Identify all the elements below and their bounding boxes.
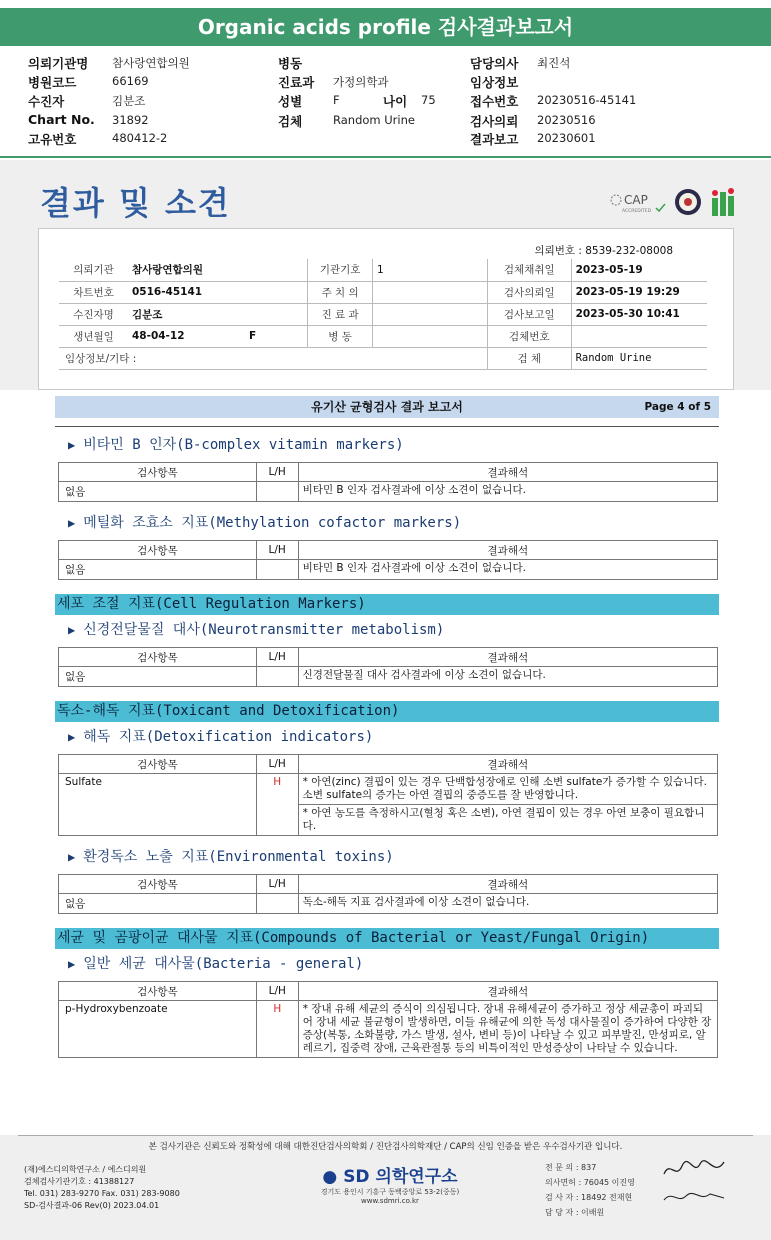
sd-logo: ● SD 의학연구소 <box>322 1167 458 1187</box>
info-value: 최진석 <box>537 56 571 70</box>
footer-logo-block <box>300 1162 480 1205</box>
subsection-heading <box>68 512 461 532</box>
patient-detail-v1b <box>245 303 308 325</box>
result-table <box>58 647 718 687</box>
patient-detail-k3: 검사보고일 <box>487 303 571 325</box>
lh-flag <box>256 482 298 502</box>
footer-doc-rev: SD-검사결과-06 Rev(0) 2023.04.01 <box>24 1201 160 1210</box>
info-value: 가정의학과 <box>333 75 389 89</box>
info-label: 진료과 <box>278 75 315 90</box>
footer-note: 본 검사기관은 신뢰도와 정확성에 대해 대한진단검사의학회 / 진단검사의학재단 / CAP의 신임 인증을 받은 우수검사기관 입니다. <box>148 1142 623 1152</box>
test-item: Sulfate <box>59 774 257 836</box>
test-item: 없음 <box>59 560 257 580</box>
interpretation-line: * 아연 농도를 측정하시고(혈청 혹은 소변), 아연 결핍이 있는 경우 아연 보충이 필요합니다. <box>302 807 705 832</box>
column-header: 결과해석 <box>298 875 717 894</box>
column-header: L/H <box>256 541 298 560</box>
category-band: 세균 및 곰팡이균 대사물 지표(Compounds of Bacterial or Yeast/Fungal Origin) <box>55 928 719 949</box>
column-header: 결과해석 <box>298 982 717 1001</box>
patient-detail-k3: 검사의뢰일 <box>487 281 571 303</box>
report-page-title <box>55 396 719 418</box>
info-label: 접수번호 <box>470 94 519 109</box>
footer-specialist: 전 문 의 : 837 <box>545 1163 597 1172</box>
test-item: p-Hydroxybenzoate <box>59 1001 257 1058</box>
info-value: 참사랑연합의원 <box>112 56 190 70</box>
subsection-title: 일반 세균 대사물(Bacteria - general) <box>83 956 364 972</box>
result-interpretation <box>298 482 717 502</box>
result-row <box>59 560 718 580</box>
info-label: Chart No. <box>28 112 95 127</box>
subsection-heading <box>68 953 363 973</box>
info-label: 결과보고 <box>470 132 519 147</box>
category-band: 세포 조절 지표(Cell Regulation Markers) <box>55 594 719 615</box>
cap-logo-icon <box>608 186 738 220</box>
result-row <box>59 667 718 687</box>
cap-logo-text: CAP <box>624 193 648 207</box>
footer-lab-info <box>24 1164 180 1212</box>
info-label: 성별 <box>278 94 303 109</box>
result-interpretation <box>298 667 717 687</box>
column-header: 검사항목 <box>59 875 257 894</box>
signature-1-icon <box>660 1156 730 1182</box>
footer-manager: 담 당 자 : 이배원 <box>545 1208 605 1217</box>
patient-detail-v3 <box>571 325 707 347</box>
info-label: 검사의뢰 <box>470 114 519 129</box>
column-header: 결과해석 <box>298 648 717 667</box>
result-table <box>58 540 718 580</box>
info-label: 임상정보 <box>470 75 519 90</box>
footer-signatories <box>545 1160 635 1220</box>
info-label: 검체 <box>278 114 303 129</box>
cap-logo-subtext: ACCREDITED <box>622 209 652 214</box>
column-header: L/H <box>256 982 298 1001</box>
triangle-bullet-icon: ▶ <box>68 730 76 744</box>
subsection-title: 신경전달물질 대사(Neurotransmitter metabolism) <box>83 622 445 638</box>
test-item: 없음 <box>59 667 257 687</box>
column-header: 검사항목 <box>59 463 257 482</box>
subsection-title: 비타민 B 인자(B-complex vitamin markers) <box>83 437 404 453</box>
lh-flag: H <box>256 1001 298 1058</box>
lh-flag <box>256 894 298 914</box>
footer-website: www.sdmri.co.kr <box>361 1197 419 1205</box>
result-row <box>59 1001 718 1058</box>
request-number: 의뢰번호 : 8539-232-08008 <box>534 245 673 257</box>
patient-detail-k1: 차트번호 <box>59 281 128 303</box>
column-header: 검사항목 <box>59 755 257 774</box>
result-row <box>59 774 718 805</box>
subsection-title: 해독 지표(Detoxification indicators) <box>83 729 374 745</box>
subsection-title: 환경독소 노출 지표(Environmental toxins) <box>83 849 394 865</box>
info-value: 66169 <box>112 74 149 88</box>
result-interpretation <box>298 774 717 805</box>
info-label: 병동 <box>278 56 303 71</box>
patient-detail-v2: 1 <box>373 259 488 281</box>
result-interpretation <box>298 805 717 836</box>
age-value: 75 <box>421 93 436 107</box>
signature-2-icon <box>660 1186 730 1208</box>
section-heading: 결과 및 소견 <box>40 184 231 222</box>
patient-detail-k1: 수진자명 <box>59 303 128 325</box>
column-header: 결과해석 <box>298 755 717 774</box>
patient-detail-v1: 김분조 <box>128 303 245 325</box>
patient-detail-v2 <box>373 303 488 325</box>
info-label: 고유번호 <box>28 132 77 147</box>
result-row <box>59 894 718 914</box>
result-table <box>58 462 718 502</box>
patient-detail-v3: 2023-05-19 <box>571 259 707 281</box>
specimen-value: Random Urine <box>571 347 707 369</box>
footer-license: 의사면허 : 76045 이진영 <box>545 1178 635 1187</box>
info-value: 20230601 <box>537 131 596 145</box>
info-value: 31892 <box>112 113 149 127</box>
result-table <box>58 874 718 914</box>
column-header: 결과해석 <box>298 541 717 560</box>
footer-lab-name: (재)에스디의학연구소 / 에스디의원 <box>24 1165 147 1174</box>
lh-flag: H <box>256 774 298 836</box>
footer-address: 경기도 용인시 기흥구 동백중앙로 53-2(중동) <box>320 1188 460 1196</box>
test-item: 없음 <box>59 482 257 502</box>
column-header: L/H <box>256 875 298 894</box>
info-value: Random Urine <box>333 113 415 127</box>
patient-detail-v1: 0516-45141 <box>128 281 245 303</box>
accreditation-logos <box>608 186 738 220</box>
triangle-bullet-icon: ▶ <box>68 957 76 971</box>
triangle-bullet-icon: ▶ <box>68 438 76 452</box>
column-header: L/H <box>256 755 298 774</box>
category-band: 독소-해독 지표(Toxicant and Detoxification) <box>55 701 719 722</box>
column-header: 검사항목 <box>59 541 257 560</box>
column-header: L/H <box>256 463 298 482</box>
patient-report-card <box>38 228 734 390</box>
sd-logo-text: SD 의학연구소 <box>343 1167 458 1187</box>
info-value: 김분조 <box>112 94 146 108</box>
triangle-bullet-icon: ▶ <box>68 623 76 637</box>
patient-detail-k1: 생년월일 <box>59 325 128 347</box>
patient-detail-table <box>59 259 707 370</box>
patient-detail-v3: 2023-05-30 10:41 <box>571 303 707 325</box>
patient-detail-k3: 검체번호 <box>487 325 571 347</box>
age-label: 나이 <box>383 94 408 109</box>
report-title-text: 유기산 균형검사 결과 보고서 <box>311 400 463 414</box>
footer-lab-code: 검체검사기관기호 : 41388127 <box>24 1177 135 1186</box>
column-header: 검사항목 <box>59 648 257 667</box>
subsection-heading <box>68 846 394 866</box>
info-value: F <box>333 93 340 107</box>
specimen-label: 검 체 <box>487 347 571 369</box>
subsection-title: 메틸화 조효소 지표(Methylation cofactor markers) <box>83 515 462 531</box>
interpretation-line: * 아연(zinc) 결핍이 있는 경우 단백합성장애로 인해 소변 sulfate가 증가할 수 있습니다. <box>302 776 707 788</box>
subsection-heading <box>68 619 444 639</box>
patient-detail-k2: 진 료 과 <box>308 303 373 325</box>
patient-detail-v2 <box>373 325 488 347</box>
footer-phone: Tel. 031) 283-9270 Fax. 031) 283-9080 <box>24 1189 180 1198</box>
patient-detail-v1b: F <box>245 325 308 347</box>
info-label: 담당의사 <box>470 56 519 71</box>
patient-detail-row <box>59 347 707 369</box>
info-label: 병원코드 <box>28 75 77 90</box>
patient-detail-row <box>59 259 707 281</box>
clinical-info-label: 임상정보/기타 : <box>59 347 487 369</box>
patient-detail-k1: 의뢰기관 <box>59 259 128 281</box>
patient-detail-row <box>59 281 707 303</box>
column-header: L/H <box>256 648 298 667</box>
interpretation-line: * 장내 유해 세균의 증식이 의심됩니다. 장내 유해세균이 증가하고 정상 세균총이 파괴되어 장내 세균 불균형이 발생하면, 이들 유해균에 의한 독성 대사물질이 증가하여 다양한 장 증상(복통, 소화불량, 가스 발생, 설사, 변비 등)이 나타날 수 있고 피부발진, 만성피로, 알레르기, 집중력 장애, 근육관절통 등의 비특이적인 만성증상이 나타날 수 있습니다. <box>302 1003 712 1054</box>
patient-info-header <box>0 48 771 158</box>
info-value: 20230516 <box>537 113 596 127</box>
info-label: 의뢰기관명 <box>28 56 89 71</box>
column-header: 결과해석 <box>298 463 717 482</box>
triangle-bullet-icon: ▶ <box>68 516 76 530</box>
result-interpretation <box>298 560 717 580</box>
patient-detail-k2: 병 동 <box>308 325 373 347</box>
patient-detail-k2: 기관기호 <box>308 259 373 281</box>
patient-detail-row <box>59 303 707 325</box>
patient-detail-v1b <box>245 259 308 281</box>
patient-detail-v1b <box>245 281 308 303</box>
patient-detail-row <box>59 325 707 347</box>
footer-tester: 검 사 자 : 18492 전재현 <box>545 1193 633 1202</box>
info-value: 480412-2 <box>112 131 168 145</box>
report-title-bar: Organic acids profile 검사결과보고서 <box>0 8 771 46</box>
result-interpretation <box>298 1001 717 1058</box>
column-header: 검사항목 <box>59 982 257 1001</box>
footer-divider <box>18 1135 753 1136</box>
interpretation-line: 소변 sulfate의 증가는 아연 결핍의 중증도를 잘 반영합니다. <box>302 789 579 801</box>
interpretation-line: 비타민 B 인자 검사결과에 이상 소견이 없습니다. <box>302 484 526 496</box>
subsection-heading <box>68 726 373 746</box>
lh-flag <box>256 667 298 687</box>
info-label: 수진자 <box>28 94 65 109</box>
patient-detail-k2: 주 치 의 <box>308 281 373 303</box>
result-row <box>59 482 718 502</box>
patient-detail-v1: 참사랑연합의원 <box>128 259 245 281</box>
interpretation-line: 독소-해독 지표 검사결과에 이상 소견이 없습니다. <box>302 896 530 908</box>
result-interpretation <box>298 894 717 914</box>
result-table <box>58 981 718 1058</box>
patient-detail-v2 <box>373 281 488 303</box>
patient-detail-v1: 48-04-12 <box>128 325 245 347</box>
subsection-heading <box>68 434 404 454</box>
divider <box>55 426 719 427</box>
interpretation-line: 비타민 B 인자 검사결과에 이상 소견이 없습니다. <box>302 562 526 574</box>
info-value: 20230516-45141 <box>537 93 637 107</box>
test-item: 없음 <box>59 894 257 914</box>
patient-detail-v3: 2023-05-19 19:29 <box>571 281 707 303</box>
triangle-bullet-icon: ▶ <box>68 850 76 864</box>
interpretation-line: 신경전달물질 대사 검사결과에 이상 소견이 없습니다. <box>302 669 546 681</box>
result-table <box>58 754 718 836</box>
patient-detail-k3: 검체채취일 <box>487 259 571 281</box>
lh-flag <box>256 560 298 580</box>
report-page <box>0 390 771 1135</box>
page-number: Page 4 of 5 <box>644 401 711 413</box>
